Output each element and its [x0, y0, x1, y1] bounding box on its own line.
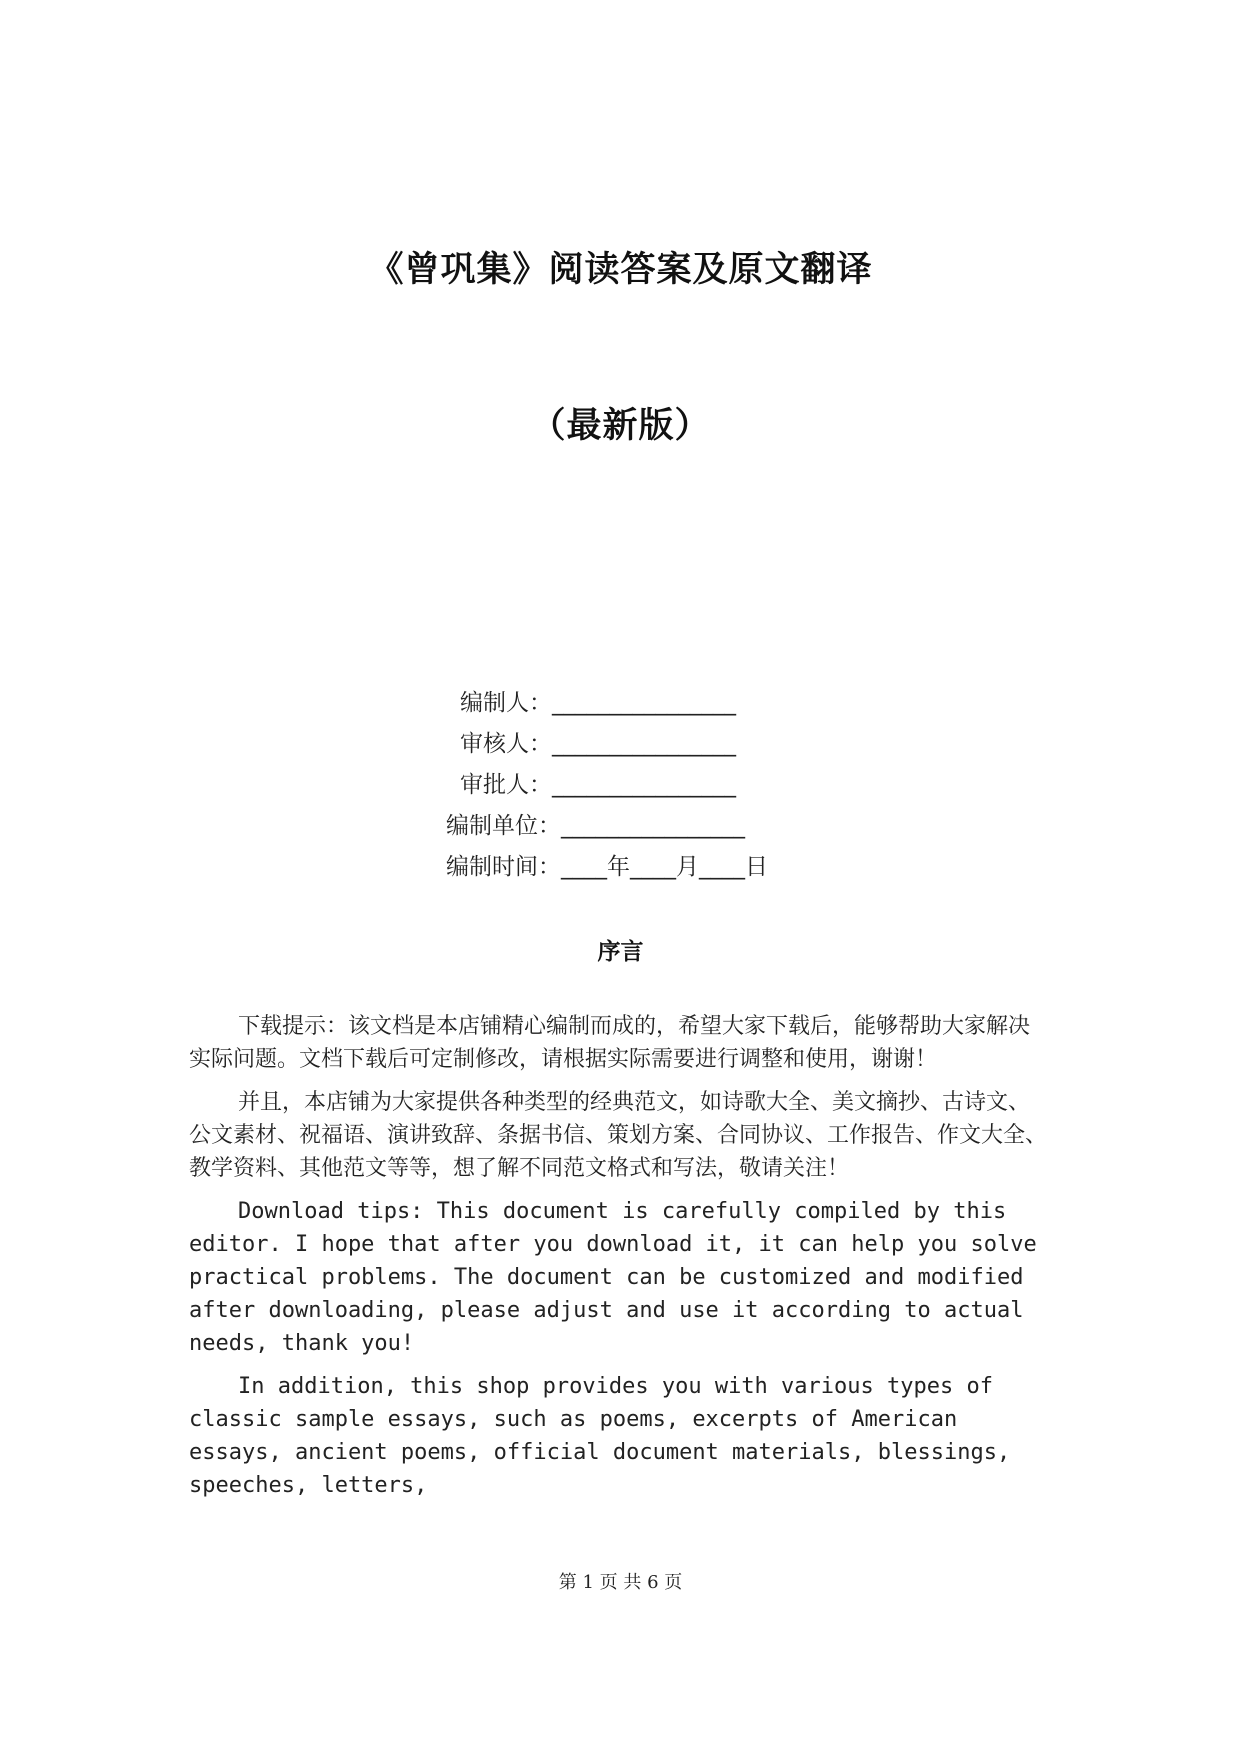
page-number: 第 1 页 共 6 页: [558, 1572, 683, 1593]
unit-field: 编制单位：________________: [446, 813, 745, 839]
document-subtitle: （最新版）: [530, 405, 711, 446]
preface-paragraph: Download tips: This document is carefully compiled by this editor. I hope that after you download it, it can help you solve practical problems. The document can be customized and modified after downloading, please adjust and use it according to actual needs, thank you!: [189, 1199, 1037, 1356]
preface-paragraph: In addition, this shop provides you with various types of classic sample essays, such as poems, excerpts of American essays, ancient poems, official document materials, blessings, speeches, letters,: [189, 1374, 1011, 1498]
compiler-field: 编制人：________________: [460, 690, 736, 716]
document-title: 《曾巩集》阅读答案及原文翻译: [368, 249, 873, 290]
time-field: 编制时间：____年____月____日: [446, 854, 768, 880]
preface-body: [189, 1010, 1049, 1512]
reviewer-field: 审核人：________________: [460, 731, 736, 757]
preface-paragraph: 下载提示：该文档是本店铺精心编制而成的，希望大家下载后，能够帮助大家解决实际问题。文档下载后可定制修改，请根据实际需要进行调整和使用，谢谢！: [189, 1014, 1031, 1072]
preface-paragraph: 并且，本店铺为大家提供各种类型的经典范文，如诗歌大全、美文摘抄、古诗文、公文素材、祝福语、演讲致辞、条据书信、策划方案、合同协议、工作报告、作文大全、教学资料、其他范文等等，想了解不同范文格式和写法，敬请关注！: [189, 1090, 1048, 1181]
preface-heading: 序言: [597, 938, 644, 965]
approver-field: 审批人：________________: [460, 772, 736, 798]
approval-form: [446, 683, 768, 888]
